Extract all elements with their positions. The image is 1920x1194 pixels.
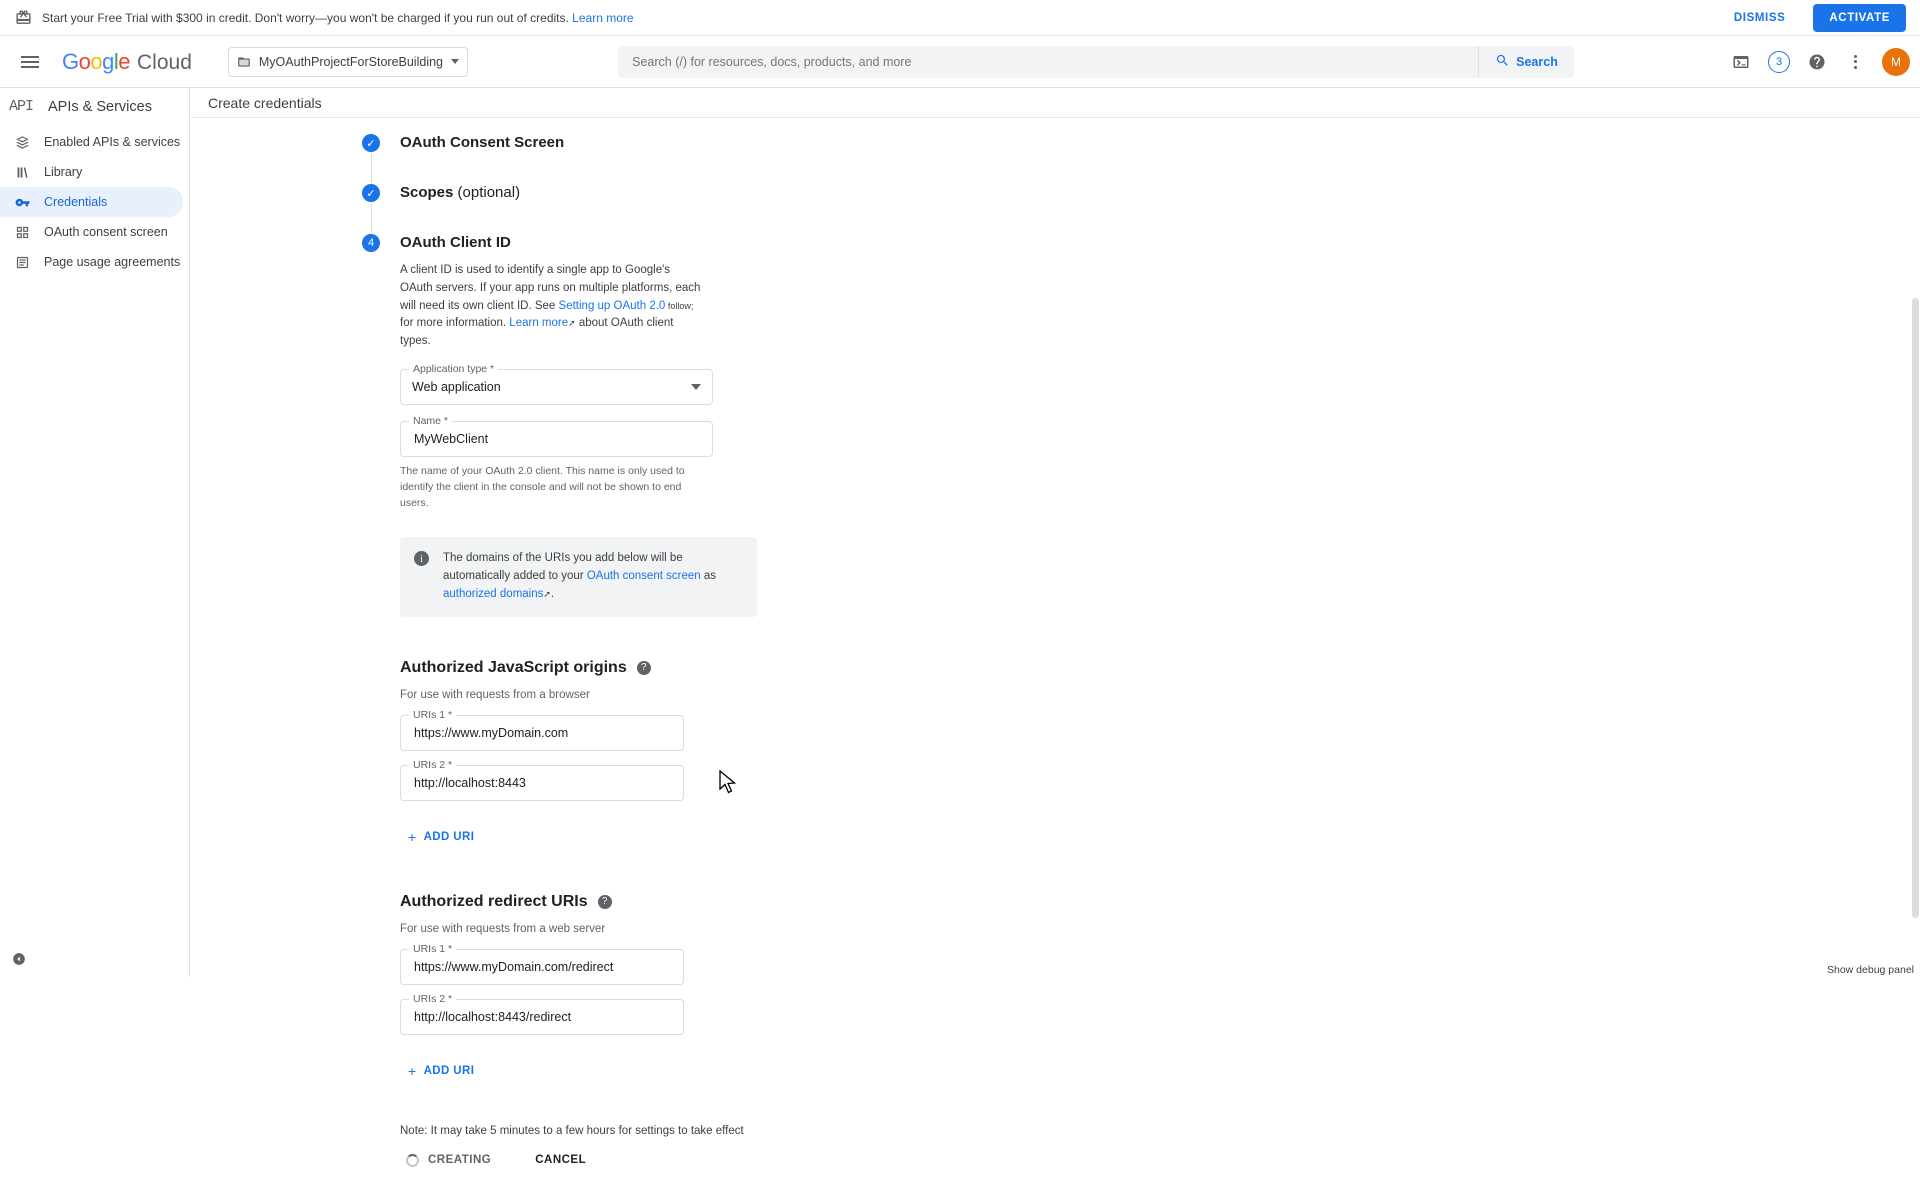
step-spacer (400, 152, 1920, 184)
sidebar-item-label: Page usage agreements (44, 255, 181, 269)
sidebar-item-label: Credentials (44, 195, 108, 209)
spinner-icon (406, 1154, 419, 1167)
agreements-icon (14, 255, 31, 270)
search-icon (1495, 53, 1510, 71)
step-oauth-client-id (367, 234, 1920, 1194)
library-icon (14, 165, 31, 180)
search-button-label: Search (1516, 54, 1558, 69)
activate-button[interactable]: ACTIVATE (1813, 4, 1906, 32)
search-button[interactable] (1478, 46, 1574, 78)
content-scrollbar[interactable] (1911, 118, 1920, 977)
trial-banner-text (42, 11, 634, 25)
step-title-text: Scopes (400, 184, 454, 201)
free-trial-banner (0, 0, 1920, 36)
cloud-shell-icon[interactable] (1724, 45, 1758, 79)
external-link-icon: ➚ (568, 318, 576, 329)
top-bar (0, 36, 1920, 88)
creating-label: CREATING (428, 1154, 492, 1167)
search-box[interactable] (618, 46, 1478, 78)
create-credentials-stepper (190, 118, 1920, 1194)
application-type-value: Web application (412, 380, 501, 395)
redirect-uri-2-label: URIs 2 * (409, 993, 456, 1005)
js-origin-uri-2[interactable] (400, 758, 684, 801)
google-cloud-logo[interactable] (62, 49, 192, 75)
project-icon (237, 55, 251, 69)
sidebar-item-credentials[interactable] (0, 187, 183, 217)
step-bullet-complete: ✓ (362, 134, 380, 152)
js-origin-uri-1-label: URIs 1 * (409, 709, 456, 721)
cancel-button[interactable]: CANCEL (529, 1153, 592, 1167)
project-name: MyOAuthProjectForStoreBuilding (258, 54, 443, 69)
client-id-description (400, 262, 705, 351)
js-origin-uri-2-label: URIs 2 * (409, 759, 456, 771)
step-oauth-consent-screen[interactable] (366, 134, 1920, 184)
hamburger-icon[interactable] (10, 42, 50, 82)
api-logo: API (8, 98, 33, 115)
help-icon[interactable] (1800, 45, 1834, 79)
external-link-icon: follow; (665, 300, 694, 311)
sidebar-item-label: Enabled APIs & services (44, 135, 181, 149)
sidebar-item-label: OAuth consent screen (44, 225, 168, 239)
page-title: Create credentials (190, 88, 1920, 118)
settings-note: Note: It may take 5 minutes to a few hours for settings to take effect (400, 1124, 744, 1137)
info-end: . (550, 587, 555, 600)
topbar-actions (1724, 45, 1910, 79)
trial-learn-more-link[interactable]: Learn more (572, 10, 634, 25)
trial-banner-message: Start your Free Trial with $300 in credit. Don't worry—you won't be charged if you run out of credits. (42, 10, 569, 25)
oauth-consent-screen-link[interactable]: OAuth consent screen (586, 570, 701, 583)
project-selector[interactable] (228, 47, 468, 77)
step-title-suffix: (optional) (453, 184, 521, 201)
add-uri-label: ADD URI (423, 1064, 475, 1077)
chevron-down-icon (451, 59, 459, 64)
client-name-input[interactable] (412, 431, 701, 447)
domains-info-text (443, 550, 743, 603)
cloud-wordmark: Cloud (137, 50, 192, 74)
collapse-sidebar-icon[interactable] (12, 952, 26, 969)
client-name-label: Name * (409, 415, 452, 427)
search-input[interactable] (630, 54, 1466, 70)
show-debug-panel-link[interactable]: Show debug panel (1827, 964, 1914, 976)
redirect-uri-1[interactable] (400, 942, 684, 985)
sidebar-header (0, 98, 189, 127)
kebab-dots (1854, 55, 1857, 69)
js-origins-subtitle: For use with requests from a browser (400, 688, 590, 701)
step-title: OAuth Consent Screen (400, 134, 565, 151)
domains-info-box (400, 537, 757, 616)
help-icon[interactable]: ? (598, 895, 612, 909)
step-bullet-complete: ✓ (362, 184, 380, 202)
client-name-hint: The name of your OAuth 2.0 client. This name is only used to identify the client in the console and will not be shown to end users. (400, 465, 685, 509)
add-js-origin-uri-button[interactable] (400, 823, 482, 851)
avatar[interactable]: M (1882, 48, 1910, 76)
description-part3: about OAuth client types. (400, 317, 674, 348)
google-wordmark: Google (62, 48, 131, 74)
sidebar-item-page-usage-agreements[interactable] (0, 247, 183, 277)
add-redirect-uri-button[interactable] (400, 1057, 482, 1085)
sidebar-item-label: Library (44, 165, 83, 179)
redirect-uri-2[interactable] (400, 992, 684, 1035)
learn-more-link[interactable]: Learn more (509, 317, 569, 330)
external-link-icon: ➚ (543, 588, 551, 599)
js-origin-uri-1-input[interactable] (412, 725, 672, 741)
dismiss-button[interactable]: DISMISS (1724, 6, 1796, 30)
chevron-down-icon (691, 384, 701, 390)
step-title (400, 184, 1920, 202)
redirect-uri-1-label: URIs 1 * (409, 943, 456, 955)
js-origins-title: Authorized JavaScript origins (400, 658, 627, 676)
redirect-uris-header (400, 893, 1920, 911)
js-origins-header (400, 659, 1920, 677)
add-uri-label: ADD URI (423, 830, 475, 843)
info-mid: as (700, 570, 716, 583)
description-part2: for more information. (400, 317, 510, 330)
sidebar-item-library[interactable] (0, 157, 183, 187)
application-type-select[interactable] (400, 363, 713, 405)
step-scopes[interactable] (366, 184, 1920, 234)
key-icon (14, 195, 31, 210)
step-title: OAuth Client ID (400, 234, 511, 251)
info-icon: i (414, 551, 429, 566)
sidebar (0, 88, 190, 977)
help-icon[interactable]: ? (637, 661, 651, 675)
step-bullet-active: 4 (362, 234, 380, 252)
sidebar-item-oauth-consent-screen[interactable] (0, 217, 183, 247)
info-part1: The domains of the URIs you add below will be automatically added to your (443, 552, 683, 583)
sidebar-title: APIs & Services (48, 98, 152, 115)
content-area (190, 118, 1920, 1167)
consent-icon (14, 225, 31, 240)
more-options-icon[interactable] (1838, 45, 1872, 79)
authorized-domains-link[interactable]: authorized domains (443, 587, 544, 600)
step-spacer (400, 202, 1920, 234)
js-origin-uri-1[interactable] (400, 708, 684, 751)
notifications-icon[interactable] (1762, 45, 1796, 79)
client-name-field[interactable] (400, 415, 713, 457)
main-panel (190, 88, 1920, 1167)
dashboard-icon (14, 135, 31, 150)
redirect-uris-subtitle: For use with requests from a web server (400, 922, 606, 935)
plus-icon: + (408, 1062, 417, 1079)
search-area (476, 46, 1716, 78)
sidebar-item-enabled-apis[interactable] (0, 127, 183, 157)
creating-button (400, 1153, 497, 1168)
redirect-uri-1-input[interactable] (412, 959, 672, 975)
notifications-count: 3 (1768, 51, 1790, 73)
redirect-uri-2-input[interactable] (412, 1009, 672, 1025)
description-part1: A client ID is used to identify a single app to Google's OAuth servers. If your app runs on multiple platforms, each will need its own client ID. See (400, 264, 701, 312)
gift-icon (14, 9, 32, 27)
setting-up-oauth-link[interactable]: Setting up OAuth 2.0 (558, 299, 666, 312)
body (0, 88, 1920, 1167)
plus-icon: + (408, 828, 417, 845)
application-type-label: Application type * (409, 363, 498, 375)
redirect-uris-title: Authorized redirect URIs (400, 892, 588, 910)
scrollbar-thumb[interactable] (1912, 298, 1919, 918)
js-origin-uri-2-input[interactable] (412, 775, 672, 791)
form-actions (400, 1153, 1920, 1194)
